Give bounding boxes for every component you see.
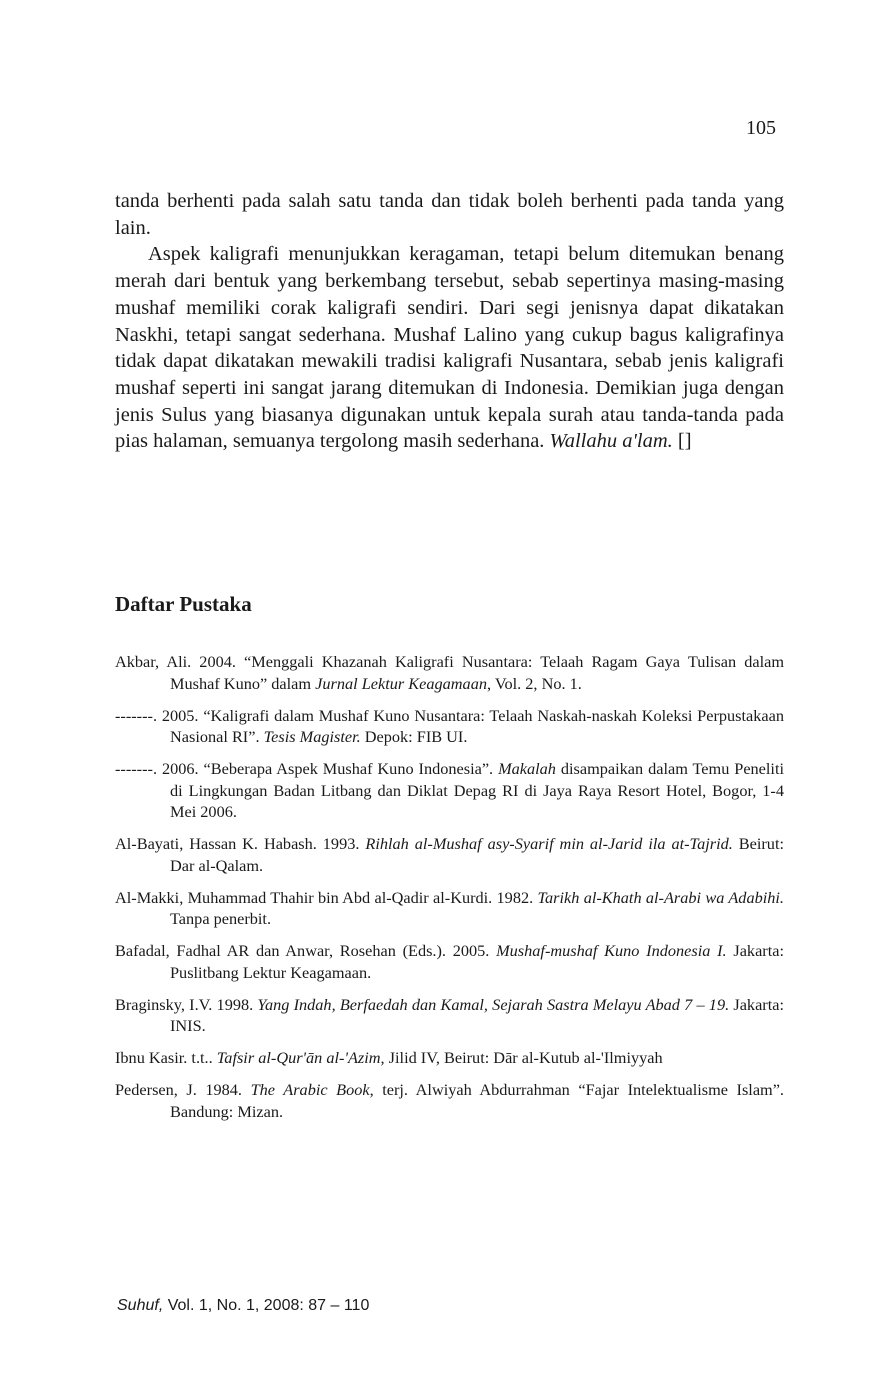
reference-entry xyxy=(115,1047,784,1069)
reference-text: Bafadal, Fadhal AR dan Anwar, Rosehan (Eds.). 2005. xyxy=(115,941,497,960)
paragraph-text: Aspek kaligrafi menunjukkan keragaman, tetapi belum ditemukan benang merah dari bentuk yang berkembang tersebut, sebab sepertinya masing-masing mushaf memiliki corak kaligrafi sendiri. Dari segi jenisnya dapat dikatakan Naskhi, tetapi sangat sederhana. Mushaf Lalino yang cukup bagus kaligrafinya tidak dapat dikatakan mewakili tradisi kaligrafi Nusantara, sebab jenis kaligrafi mushaf seperti ini sangat jarang ditemukan di Indonesia. Demikian juga dengan jenis Sulus yang biasanya digunakan untuk kepala surah atau tanda-tanda pada pias halaman, semuanya tergolong masih sederhana. xyxy=(115,243,784,453)
reference-entry xyxy=(115,651,784,694)
reference-text: terj. Alwiyah Abdurrahman “Fajar Intelektualisme Islam”. Bandung: Mizan. xyxy=(170,1080,785,1121)
reference-title: Jurnal Lektur Keagamaan xyxy=(315,673,487,693)
reference-entry xyxy=(115,887,784,930)
reference-text: Jilid IV, Beirut: Dār al-Kutub al-'Ilmiyyah xyxy=(384,1048,663,1067)
reference-title: Rihlah al-Mushaf asy-Syarif min al-Jarid ila at-Tajrid. xyxy=(365,834,733,853)
end-mark: [] xyxy=(677,430,692,453)
reference-entry xyxy=(115,833,784,876)
reference-text: Tanpa penerbit. xyxy=(170,909,272,928)
page-number: 105 xyxy=(746,117,776,139)
reference-entry xyxy=(115,705,784,748)
page-footer xyxy=(117,1297,369,1315)
paragraph xyxy=(115,241,784,455)
reference-title: Tafsir al-Qur'ān al-'Azim, xyxy=(216,1048,385,1067)
reference-text: Akbar, Ali. 2004. “Menggali Khazanah Kaligrafi Nusantara: Telaah Ragam Gaya Tulisan dalam Mushaf Kuno” dalam xyxy=(115,652,784,693)
reference-title: Tesis Magister. xyxy=(263,727,361,746)
reference-entry xyxy=(115,940,784,983)
journal-name: Suhuf, xyxy=(117,1297,164,1314)
reference-text: Beirut: Dar al-Qalam. xyxy=(170,834,784,875)
reference-text: Jakarta: Puslitbang Lektur Keagamaan. xyxy=(170,941,784,982)
reference-title: Yang Indah, Berfaedah dan Kamal, Sejarah Sastra Melayu Abad 7 – 19. xyxy=(257,994,730,1014)
reference-text: Ibnu Kasir. t.t.. xyxy=(115,1048,217,1067)
reference-text: , Vol. 2, No. 1. xyxy=(486,673,582,693)
reference-text: disampaikan dalam Temu Peneliti di Lingkungan Badan Litbang dan Diklat Depag RI di Jaya Raya Resort Hotel, Bogor, 1-4 Mei 2006. xyxy=(170,759,785,821)
reference-text: Al-Makki, Muhammad Thahir bin Abd al-Qadir al-Kurdi. 1982. xyxy=(115,887,538,907)
section-heading: Daftar Pustaka xyxy=(115,592,252,616)
paragraph: tanda berhenti pada salah satu tanda dan tidak boleh berhenti pada tanda yang lain. xyxy=(115,190,784,239)
reference-text: Depok: FIB UI. xyxy=(360,727,468,746)
reference-entry xyxy=(115,758,784,823)
journal-citation: Vol. 1, No. 1, 2008: 87 – 110 xyxy=(163,1297,370,1314)
reference-title: Makalah xyxy=(498,759,556,778)
reference-title: Tarikh al-Khath al-Arabi wa Adabihi. xyxy=(537,887,784,907)
reference-list xyxy=(115,651,784,1133)
body-text xyxy=(115,188,784,455)
reference-entry xyxy=(115,994,784,1037)
reference-text: Al-Bayati, Hassan K. Habash. 1993. xyxy=(115,834,366,853)
reference-title: Mushaf-mushaf Kuno Indonesia I. xyxy=(496,941,727,960)
reference-entry xyxy=(115,1079,784,1122)
reference-text: -------. 2005. “Kaligrafi dalam Mushaf Kuno Nusantara: Telaah Naskah-naskah Koleksi Perpustakaan Nasional RI”. xyxy=(115,705,784,746)
reference-text: Braginsky, I.V. 1998. xyxy=(115,994,258,1014)
reference-text: Jakarta: INIS. xyxy=(170,994,784,1035)
reference-text: Pedersen, J. 1984. xyxy=(115,1080,251,1099)
reference-title: The Arabic Book, xyxy=(250,1080,374,1099)
reference-text: -------. 2006. “Beberapa Aspek Mushaf Kuno Indonesia”. xyxy=(115,759,499,778)
italic-phrase: Wallahu a'lam. xyxy=(549,430,673,453)
